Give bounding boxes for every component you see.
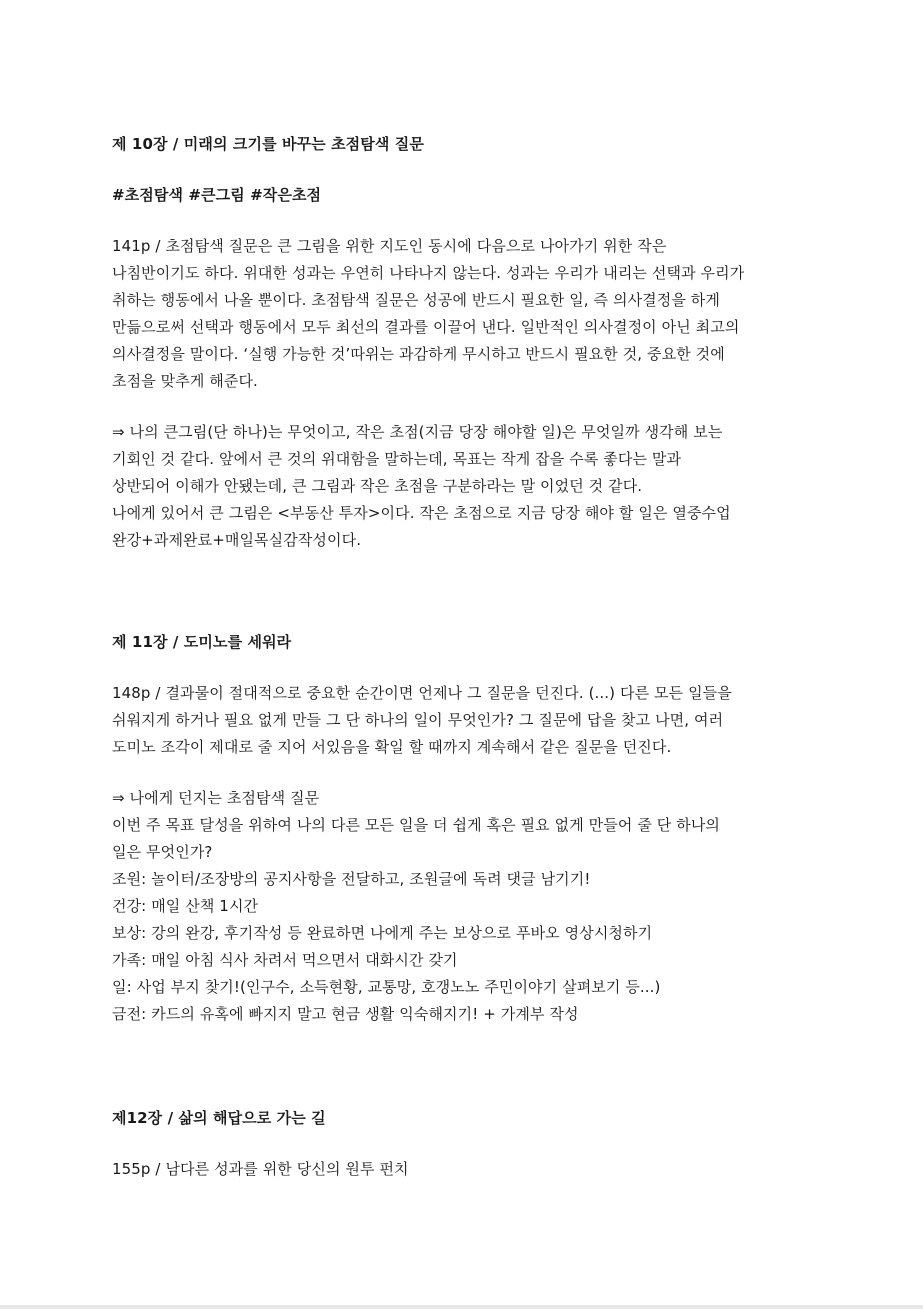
- text-line: 완강+과제완료+매일목실감작성이다.: [112, 531, 362, 549]
- text-line: 141p / 초점탐색 질문은 큰 그림을 위한 지도인 동시에 다음으로 나아가기 위한 작은: [112, 237, 667, 255]
- chapter-12-title: 제12장 / 삶의 해답으로 가는 길: [112, 1109, 326, 1127]
- chapter-11-reflection: [112, 785, 812, 1028]
- text-line: 도미노 조각이 제대로 줄 지어 서있음을 확일 할 때까지 계속해서 같은 질문을 던진다.: [112, 738, 672, 756]
- document-content: [112, 131, 812, 1183]
- chapter-10-title: 제 10장 / 미래의 크기를 바꾸는 초점탐색 질문: [112, 135, 424, 153]
- text-line: 나에게 있어서 큰 그림은 <부동산 투자>이다. 작은 초점으로 지금 당장 해야 할 일은 열중수업: [112, 504, 731, 522]
- text-line: 건강: 매일 산책 1시간: [112, 897, 259, 915]
- text-line: 상반되어 이해가 안됐는데, 큰 그림과 작은 초점을 구분하라는 말 이었던 것 같다.: [112, 477, 643, 495]
- text-line: 일: 사업 부지 찾기!(인구수, 소득현황, 교통망, 호갱노노 주민이야기 살펴보기 등...): [112, 978, 661, 996]
- text-line: ⇒ 나의 큰그림(단 하나)는 무엇이고, 작은 초점(지금 당장 해야할 일)은 무엇일까 생각해 보는: [112, 423, 723, 441]
- text-line: 보상: 강의 완강, 후기작성 등 완료하면 나에게 주는 보상으로 푸바오 영상시청하기: [112, 924, 653, 942]
- text-line: 기회인 것 같다. 앞에서 큰 것의 위대함을 말하는데, 목표는 작게 잡을 수록 좋다는 말과: [112, 450, 682, 468]
- text-line: 155p / 남다른 성과를 위한 당신의 원투 펀치: [112, 1160, 409, 1178]
- text-line: 이번 주 목표 달성을 위하여 나의 다른 모든 일을 더 쉽게 혹은 필요 없게 만들어 줄 단 하나의: [112, 816, 720, 834]
- text-line: 의사결정을 말이다. ‘실행 가능한 것’따위는 과감하게 무시하고 반드시 필요한 것, 중요한 것에: [112, 345, 725, 363]
- page-bottom-edge: [0, 1305, 923, 1309]
- text-line: 나침반이기도 하다. 위대한 성과는 우연히 나타나지 않는다. 성과는 우리가 내리는 선택과 우리가: [112, 264, 745, 282]
- chapter-10-quote: [112, 233, 812, 395]
- chapter-10-tags: #초점탐색 #큰그림 #작은초점: [112, 186, 322, 204]
- chapter-12-quote: [112, 1156, 812, 1183]
- text-line: ⇒ 나에게 던지는 초점탐색 질문: [112, 789, 320, 807]
- text-line: 만듦으로써 선택과 행동에서 모두 최선의 결과를 이끌어 낸다. 일반적인 의사결정이 아닌 최고의: [112, 318, 740, 336]
- text-line: 쉬워지게 하거나 필요 없게 만들 그 단 하나의 일이 무엇인가? 그 질문에 답을 찾고 나면, 여러: [112, 711, 724, 729]
- text-line: 초점을 맞추게 해준다.: [112, 372, 258, 390]
- chapter-11-title: 제 11장 / 도미노를 세워라: [112, 633, 292, 651]
- text-line: 148p / 결과물이 절대적으로 중요한 순간이면 언제나 그 질문을 던진다. (...) 다른 모든 일들을: [112, 684, 732, 702]
- text-line: 금전: 카드의 유혹에 빠지지 말고 현금 생활 익숙해지기! + 가계부 작성: [112, 1005, 579, 1023]
- text-line: 가족: 매일 아침 식사 차려서 먹으면서 대화시간 갖기: [112, 951, 458, 969]
- text-line: 취하는 행동에서 나올 뿐이다. 초점탐색 질문은 성공에 반드시 필요한 일, 즉 의사결정을 하게: [112, 291, 720, 309]
- text-line: 조원: 놀이터/조장방의 공지사항을 전달하고, 조원글에 독려 댓글 남기기!: [112, 870, 591, 888]
- chapter-10-reflection: [112, 419, 812, 554]
- text-line: 일은 무엇인가?: [112, 843, 213, 861]
- chapter-11-quote: [112, 680, 812, 761]
